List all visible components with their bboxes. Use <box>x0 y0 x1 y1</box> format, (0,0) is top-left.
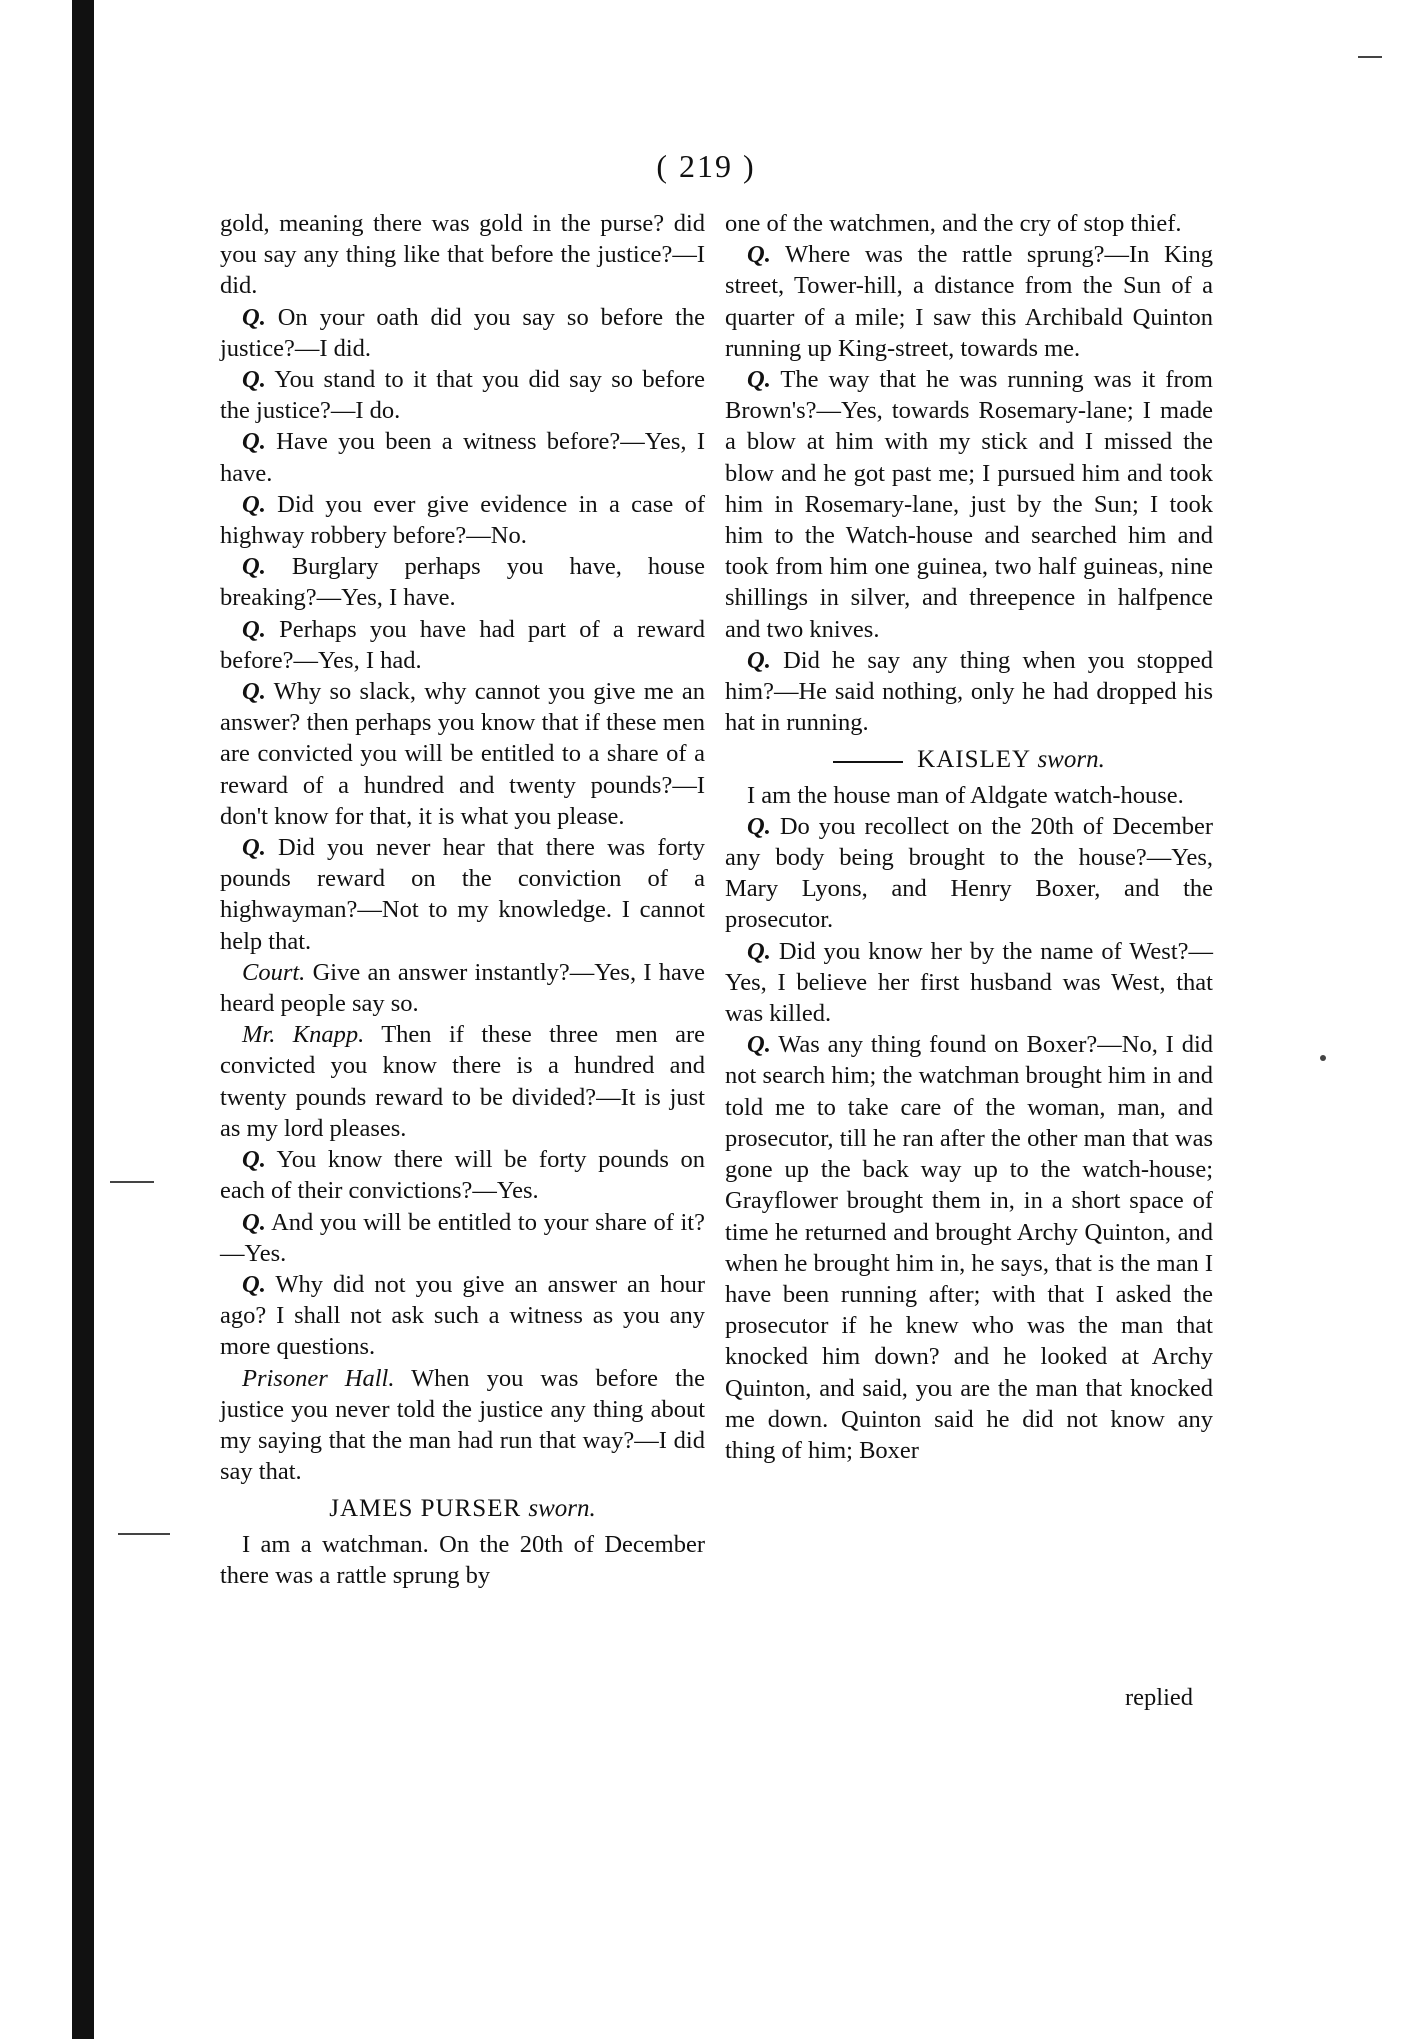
paragraph: Q. Burglary perhaps you have, house breaking?—Yes, I have. <box>220 553 706 612</box>
margin-mark <box>1320 1055 1326 1061</box>
paragraph: Q. Did you know her by the name of West?—Yes, I believe her first husband was West, that was killed. <box>725 937 1214 1028</box>
book-spine-shadow <box>72 0 94 2039</box>
paragraph: Q. Did he say any thing when you stopped him?—He said nothing, only he had dropped his hat in running. <box>725 646 1213 737</box>
paragraph: Q. Why did not you give an answer an hour ago? I shall not ask such a witness as you any more questions. <box>220 1270 705 1361</box>
paragraph: Prisoner Hall. When you was before the justice you never told the justice any thing about my saying that the man had run that way?—I did say that. <box>220 1364 706 1486</box>
page-number: ( 219 ) <box>656 148 756 184</box>
witness-heading-purser: JAMES PURSER sworn. <box>329 1495 596 1523</box>
paragraph: one of the watchmen, and the cry of stop thief. <box>725 210 1182 237</box>
paragraph: Court. Give an answer instantly?—Yes, I have heard people say so. <box>220 958 706 1018</box>
paragraph: Q. Do you recollect on the 20th of December any body being brought to the house?—Yes, Mary Lyons, and Henry Boxer, and the prosecutor. <box>725 812 1213 934</box>
witness-heading-kaisley: KAISLEY sworn. <box>725 744 1213 775</box>
margin-mark <box>118 1533 170 1535</box>
right-column <box>725 208 1213 1466</box>
paragraph: Q. Was any thing found on Boxer?—No, I did not search him; the watchman brought him in and told me to take care of the woman, man, and prosecutor, till he ran after the other man that was gone up the back way up to the watch-house; Grayflower brought them in, in a short space of time he returned and brought Archy Quinton, and when he brought him in, he says, that is the man I have been running after; with that I asked the prosecutor if he knew who was the man that knocked him down? and he looked at Archy Quinton, and said, you are the man that knocked me down. Quinton said he did not know any thing of him; Boxer <box>725 1031 1214 1464</box>
paragraph: gold, meaning there was gold in the purse? did you say any thing like that before the justice?—I did. <box>220 210 705 300</box>
paragraph: Q. Why so slack, why cannot you give me an answer? then perhaps you know that if these men are convicted you will be entitled to a share of a reward of a hundred and twenty pounds?—I don't know for that, it is what you please. <box>220 678 705 830</box>
paragraph: Q. Perhaps you have had part of a reward before?—Yes, I had. <box>220 615 705 674</box>
paragraph: I am the house man of Aldgate watch-house. <box>747 781 1184 809</box>
paragraph: Q. You stand to it that you did say so before the justice?—I do. <box>220 366 706 425</box>
paragraph: Q. And you will be entitled to your share of it?—Yes. <box>220 1208 705 1267</box>
paragraph: Q. Did you never hear that there was forty pounds reward on the conviction of a highwayman?—Not to my knowledge. I cannot help that. <box>220 834 706 955</box>
paragraph: Q. Where was the rattle sprung?—In King street, Tower-hill, a distance from the Sun of a quarter of a mile; I saw this Archibald Quinton running up King-street, towards me. <box>725 241 1213 362</box>
catchword: replied <box>1125 1684 1194 1711</box>
paragraph: I am a watchman. On the 20th of December there was a rattle sprung by <box>220 1530 705 1589</box>
paragraph: Q. On your oath did you say so before the justice?—I did. <box>220 303 706 362</box>
paragraph: Q. Have you been a witness before?—Yes, I have. <box>220 428 705 487</box>
margin-mark <box>1358 56 1382 58</box>
paragraph: Q. The way that he was running was it from Brown's?—Yes, towards Rosemary-lane; I made a blow at him with my stick and I missed the blow and he got past me; I pursued him and took him in Rosemary-lane, just by the Sun; I took him to the Watch-house and searched him and took from him one guinea, two half guineas, nine shillings in silver, and threepence in halfpence and two knives. <box>725 366 1213 643</box>
margin-mark <box>110 1181 154 1183</box>
paragraph: Mr. Knapp. Then if these three men are convicted you know there is a hundred and twenty pounds reward to be divided?—It is just as my lord pleases. <box>220 1021 705 1142</box>
paragraph: Q. You know there will be forty pounds on each of their convictions?—Yes. <box>220 1146 706 1205</box>
paragraph: Q. Did you ever give evidence in a case of highway robbery before?—No. <box>220 490 706 550</box>
left-column <box>220 208 705 1591</box>
